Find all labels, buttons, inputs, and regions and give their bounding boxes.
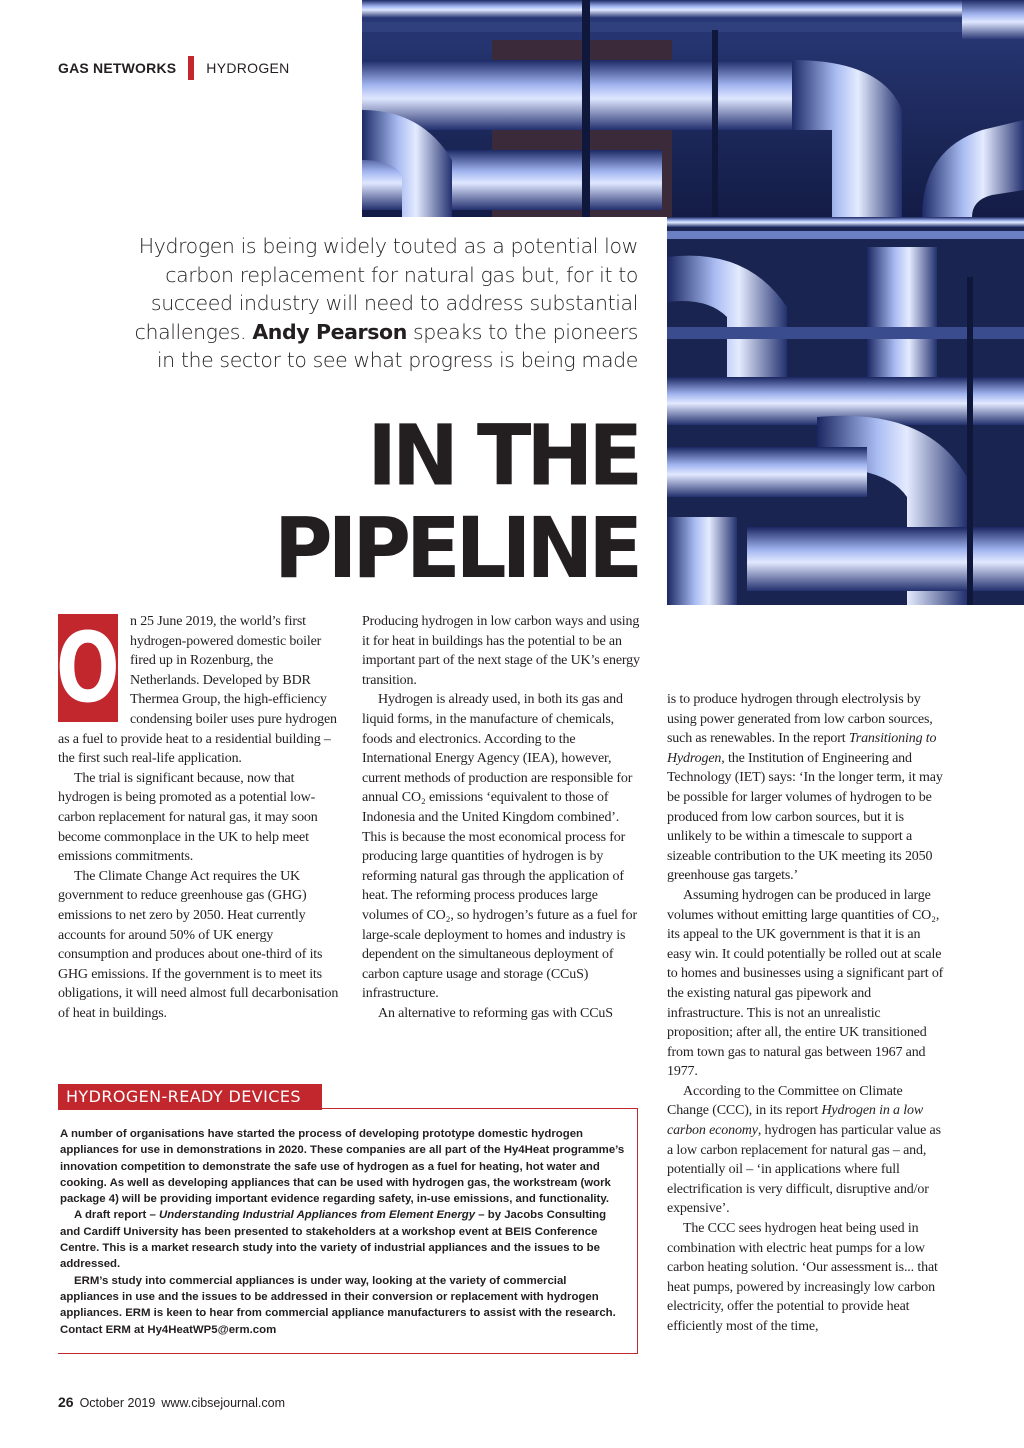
article-paragraph: The Climate Change Act requires the UK government to reduce greenhouse gas (GHG) emissions to net zero by 2050. Heat currently accounts for around 50% of UK energy consumption and produces about one-third of its GHG emissions. If the government is to meet its obligations, it will need almost full decarbonisation of heat in buildings. <box>58 868 339 1021</box>
article-paragraph: n 25 June 2019, the world’s first hydrogen-powered domestic boiler fired up in Rozenburg, the Netherlands. Developed by BDR Thermea Group, the high-efficiency condensing boiler uses pure hydrogen as a fuel to provide heat to a residential building – the first such real-life application. <box>58 614 337 767</box>
article-paragraph: The trial is significant because, now that hydrogen is being promoted as a potential low-carbon replacement for natural gas, it may soon become commonplace in the UK to help meet emissions commitments. <box>58 770 318 865</box>
boxout-paragraph: ERM’s study into commercial appliances is under way, looking at the variety of commercial appliances in use and the issues to be addressed in their conversion or replacement with hydrogen appliances. ERM is keen to hear from commercial appliance manufacturers to assist with the research. Contact ERM at Hy4HeatWP5@erm.com <box>60 1274 616 1336</box>
boxout-paragraph: A number of organisations have started the process of developing prototype domestic hydrogen appliances for use in demonstrations in 2020. These companies are all part of the Hy4Heat programme’s innovation competition to demonstrate the safe use of hydrogen as a fuel for heating, hot water and cooking. As well as developing appliances that can be used with hydrogen gas, the workstream (work package 4) will be providing important evidence regarding safety, in-use emissions, and functionality. <box>60 1128 625 1206</box>
website-link[interactable]: www.cibsejournal.com <box>161 1396 285 1410</box>
boxout-body <box>60 1126 626 1338</box>
headline-line-2: PIPELINE <box>273 499 638 597</box>
pipes-photo-right <box>667 217 1024 605</box>
article-column-3 <box>667 690 947 1337</box>
industrial-pipes-photo <box>362 0 1024 217</box>
drop-cap: O <box>56 612 120 724</box>
pipes-photo-top <box>362 0 1024 217</box>
section-divider <box>188 56 194 80</box>
article-paragraph: Hydrogen is already used, in both its gas and liquid forms, in the manufacture of chemicals, foods and electronics. According to the International Energy Agency (IEA), however, current methods of production are responsible for annual CO₂ emissions ‘equivalent to those of Indonesia and the United Kingdom combined’. This is because the most economical process for producing large quantities of hydrogen is by reforming natural gas through the application of heat. The reforming process produces large volumes of CO₂, so hydrogen’s future as a fuel for large-scale deployment to homes and industry is dependent on the simultaneous deployment of carbon capture usage and storage (CCuS) infrastructure. <box>362 692 637 1002</box>
standfirst <box>120 232 638 375</box>
article-paragraph: According to the Committee on Climate Change (CCC), in its report Hydrogen in a low carbon economy, hydrogen has particular value as a low carbon replacement for natural gas – and, potentially oil – ‘in applications where full electrification is very difficult, disruptive and/or expensive’. <box>667 1083 941 1217</box>
report-title: Hydrogen in a low carbon economy <box>667 1103 924 1139</box>
page-footer <box>58 1394 285 1410</box>
boxout-hydrogen-ready-devices <box>58 1084 638 1354</box>
section-label: GAS NETWORKS <box>58 60 177 76</box>
section-tag <box>58 56 290 80</box>
article-paragraph: An alternative to reforming gas with CCuS <box>378 1005 613 1021</box>
page-number: 26 <box>58 1394 74 1410</box>
article-paragraph: Assuming hydrogen can be produced in large volumes without emitting large quantities of CO₂, its appeal to the UK government is that it is an easy win. It could potentially be rolled out at scale to homes and businesses using a significant part of the existing natural gas pipework and infrastructure. This is not an unrealistic proposition; after all, the entire UK transitioned from town gas to natural gas between 1967 and 1977. <box>667 887 944 1080</box>
article-paragraph: Producing hydrogen in low carbon ways and using it for heat in buildings has the potential to be an important part of the next stage of the UK’s energy transition. <box>362 614 640 688</box>
article-column-1 <box>58 612 340 1023</box>
author-name: Andy Pearson <box>252 319 407 344</box>
report-title: Transitioning to Hydrogen <box>667 731 937 766</box>
standfirst-text: Hydrogen is being widely touted as a potential low carbon replacement for natural gas but, for it to succeed industry will need to address substantial challenges. <box>134 234 638 344</box>
standfirst-text-end: speaks to the pioneers in the sector to see what progress is being made <box>156 319 638 372</box>
industrial-pipes-photo-lower <box>667 217 1024 605</box>
issue-date: October 2019 <box>79 1396 156 1410</box>
article-paragraph: is to produce hydrogen through electrolysis by using power generated from low carbon sources, such as renewables. In the report Transitioning to Hydrogen, the Institution of Engineering and Technology (IET) says: ‘In the longer term, it may be possible for larger volumes of hydrogen to be produced from low carbon sources, but it is unlikely to be within a timescale to support a sizeable contribution to the UK meeting its 2050 greenhouse gas targets.’ <box>667 692 943 884</box>
headline-line-1: IN THE <box>367 406 638 505</box>
contact-email[interactable]: Hy4HeatWP5@erm.com <box>147 1323 277 1336</box>
subsection-label: HYDROGEN <box>206 60 290 76</box>
article-column-2 <box>362 612 640 1023</box>
article-paragraph: The CCC sees hydrogen heat being used in combination with electric heat pumps for a low carbon heating solution. ‘Our assessment is... that heat pumps, powered by increasingly low carbon electricity, offer the potential to provide heat efficiently most of the time, <box>667 1221 938 1334</box>
headline <box>150 406 638 597</box>
boxout-paragraph: A draft report – Understanding Industrial Appliances from Element Energy – by Jacobs Consulting and Cardiff University has been presented to stakeholders at a workshop event at BEIS Conference Centre. This is a market research study into the variety of industrial appliances and the issues to be addressed. <box>60 1209 607 1271</box>
report-title: Understanding Industrial Appliances from Element Energy <box>159 1209 476 1222</box>
boxout-title: HYDROGEN-READY DEVICES <box>58 1084 322 1110</box>
